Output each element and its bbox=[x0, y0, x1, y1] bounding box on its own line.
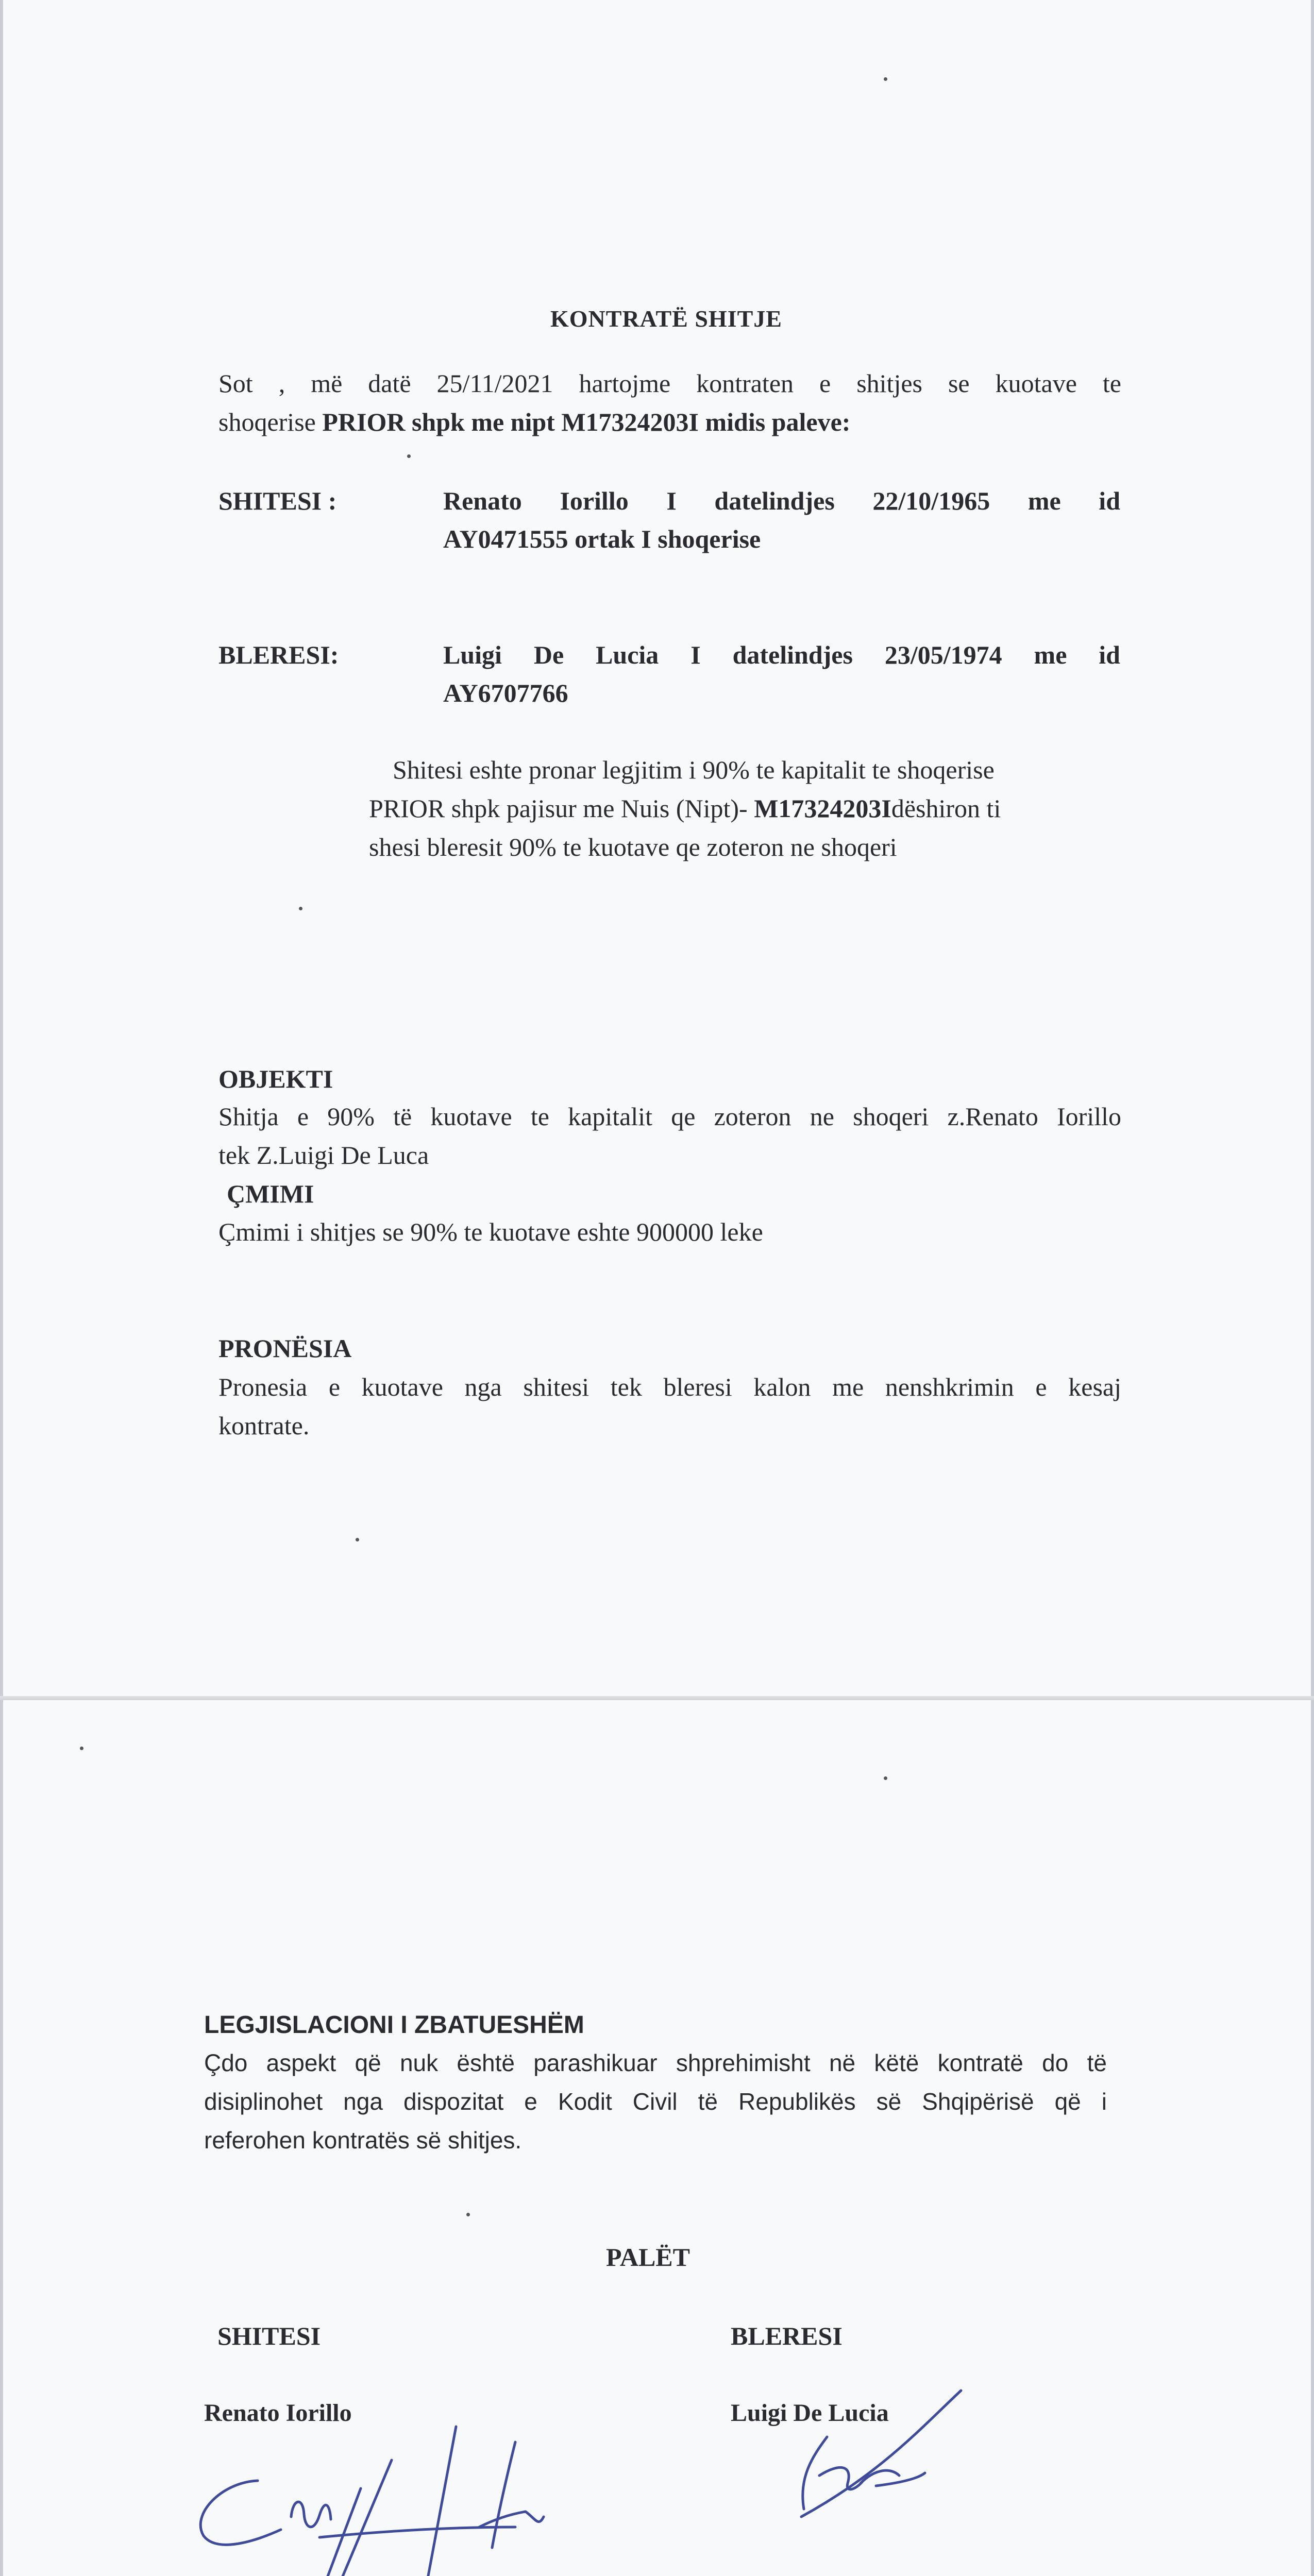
seller-label: SHITESI : bbox=[218, 486, 337, 515]
page-edge-right bbox=[1311, 0, 1314, 1700]
legjislacioni-heading: LEGJISLACIONI I ZBATUESHËM bbox=[204, 2011, 584, 2039]
intro-line-2-plain: shoqerise bbox=[218, 408, 323, 436]
intro-line-1: Sot , më datë 25/11/2021 hartojme kontraten e shitjes se kuotave te bbox=[218, 369, 1121, 398]
pronesia-line-1: Pronesia e kuotave nga shitesi tek bleresi kalon me nenshkrimin e kesaj bbox=[218, 1372, 1121, 1401]
legjislacioni-line-2: disiplinohet nga dispozitat e Kodit Civil të Republikës së Shqipërisë që i bbox=[204, 2088, 1107, 2115]
signatory-seller-name: Renato Iorillo bbox=[204, 2399, 352, 2427]
speck bbox=[466, 2213, 470, 2216]
signatory-buyer-label: BLERESI bbox=[731, 2321, 843, 2350]
speck bbox=[356, 1538, 359, 1541]
seller-details-line-1: Renato Iorillo I datelindjes 22/10/1965 me id bbox=[443, 486, 1120, 515]
statement-nipt: M17324203I bbox=[754, 794, 891, 823]
page-edge-left bbox=[0, 0, 3, 1700]
speck bbox=[884, 77, 887, 81]
buyer-details-line-2: AY6707766 bbox=[443, 679, 568, 707]
speck bbox=[884, 1776, 887, 1780]
statement-line-2-tail: dëshiron ti bbox=[891, 794, 1001, 823]
signatory-seller-label: SHITESI bbox=[217, 2321, 321, 2350]
cmimi-heading: ÇMIMI bbox=[227, 1179, 314, 1208]
intro-line-2 bbox=[218, 402, 1121, 442]
document-title: KONTRATË SHITJE bbox=[550, 306, 782, 332]
pronesia-heading: PRONËSIA bbox=[218, 1334, 352, 1363]
seller-details-line-2: AY0471555 ortak I shoqerise bbox=[443, 524, 761, 553]
buyer-details-line-1: Luigi De Lucia I datelindjes 23/05/1974 me id bbox=[443, 640, 1120, 669]
pronesia-line-2: kontrate. bbox=[218, 1411, 310, 1440]
cmimi-line-1: Çmimi i shitjes se 90% te kuotave eshte 900000 leke bbox=[218, 1217, 763, 1246]
speck bbox=[80, 1747, 83, 1750]
objekti-line-1: Shitja e 90% të kuotave te kapitalit qe zoteron ne shoqeri z.Renato Iorillo bbox=[218, 1102, 1121, 1131]
seller-signature bbox=[175, 2349, 639, 2576]
statement-line-2 bbox=[369, 788, 1001, 828]
speck bbox=[407, 454, 411, 458]
intro-line-2-bold: PRIOR shpk me nipt M17324203I midis paleve: bbox=[322, 408, 851, 436]
buyer-label: BLERESI: bbox=[218, 640, 339, 669]
buyer-signature bbox=[721, 2370, 989, 2535]
objekti-heading: OBJEKTI bbox=[218, 1064, 333, 1093]
legjislacioni-line-1: Çdo aspekt që nuk është parashikuar shprehimisht në këtë kontratë do të bbox=[204, 2049, 1107, 2076]
palet-heading: PALËT bbox=[606, 2243, 690, 2272]
statement-line-3: shesi bleresit 90% te kuotave qe zoteron ne shoqeri bbox=[369, 833, 897, 861]
legjislacioni-line-3: referohen kontratës së shitjes. bbox=[204, 2127, 522, 2154]
objekti-line-2: tek Z.Luigi De Luca bbox=[218, 1141, 429, 1170]
contract-page-2 bbox=[0, 1700, 1314, 2576]
statement-line-1: Shitesi eshte pronar legjitim i 90% te kapitalit te shoqerise bbox=[393, 755, 995, 784]
page-edge-right bbox=[1311, 1700, 1314, 2576]
speck bbox=[299, 907, 302, 910]
signatory-buyer-name: Luigi De Lucia bbox=[731, 2399, 889, 2427]
page-edge-left bbox=[0, 1700, 3, 2576]
statement-line-2-plain: PRIOR shpk pajisur me Nuis (Nipt)- bbox=[369, 794, 754, 823]
